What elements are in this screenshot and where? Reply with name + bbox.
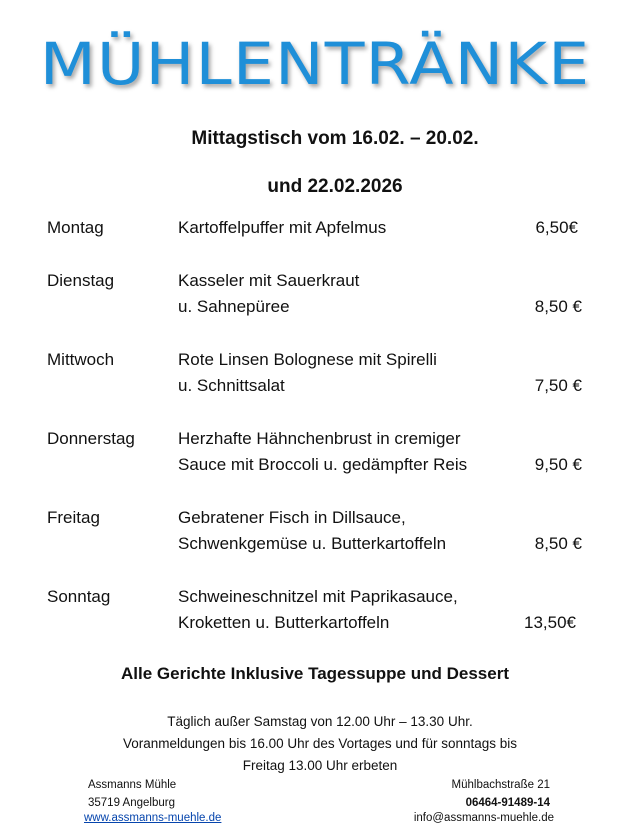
dish-line: u. Sahnepüree <box>178 297 290 316</box>
dish-description <box>178 268 518 320</box>
day-label: Dienstag <box>47 271 115 290</box>
dish-line: Kasseler mit Sauerkraut <box>178 271 360 290</box>
website-link[interactable]: www.assmanns-muehle.de <box>84 812 222 824</box>
dish-description <box>178 215 518 241</box>
email-address[interactable]: info@assmanns-muehle.de <box>413 812 554 824</box>
dish-line: Schwenkgemüse u. Butterkartoffeln <box>178 534 447 553</box>
dish-line: Kroketten u. Butterkartoffeln <box>178 613 390 632</box>
dish-description <box>178 505 518 557</box>
inclusive-note: Alle Gerichte Inklusive Tagessuppe und Dessert <box>121 664 509 683</box>
dish-line: Herzhafte Hähnchenbrust in cremiger <box>178 429 461 448</box>
dish-line: u. Schnittsalat <box>178 376 285 395</box>
price: 13,50€ <box>524 613 576 632</box>
phone-number: 06464-91489-14 <box>465 797 550 809</box>
day-label: Freitag <box>47 508 100 527</box>
reservation-deadline-line: Freitag 13.00 Uhr erbeten <box>242 758 398 773</box>
dish-line: Sauce mit Broccoli u. gedämpfter Reis <box>178 455 468 474</box>
day-label: Sonntag <box>47 587 111 606</box>
street-address: Mühlbachstraße 21 <box>451 779 550 791</box>
price: 8,50 € <box>534 297 582 316</box>
day-label: Donnerstag <box>47 429 135 448</box>
business-name: Assmanns Mühle <box>88 779 177 791</box>
day-label: Mittwoch <box>47 350 115 369</box>
dish-description <box>178 347 518 399</box>
price: 8,50 € <box>534 534 582 553</box>
dish-line: Rote Linsen Bolognese mit Spirelli <box>178 350 437 369</box>
dish-line: Gebratener Fisch in Dillsauce, <box>178 508 406 527</box>
price: 9,50 € <box>534 455 582 474</box>
price: 6,50€ <box>535 218 578 237</box>
dish-line: Schweineschnitzel mit Paprikasauce, <box>178 587 458 606</box>
dish-line: Kartoffelpuffer mit Apfelmus <box>178 218 387 237</box>
opening-hours-line: Täglich außer Samstag von 12.00 Uhr – 13.30 Uhr. <box>167 714 473 729</box>
day-label: Montag <box>47 218 104 237</box>
dish-description <box>178 584 518 636</box>
menu-date-heading: und 22.02.2026 <box>267 176 403 197</box>
menu-period-heading: Mittagstisch vom 16.02. – 20.02. <box>191 128 479 149</box>
postal-city: 35719 Angelburg <box>88 797 175 809</box>
dish-description <box>178 426 518 478</box>
page-title: MÜHLENTRÄNKE <box>39 30 591 98</box>
price: 7,50 € <box>534 376 582 395</box>
reservation-note-line: Voranmeldungen bis 16.00 Uhr des Vortages und für sonntags bis <box>122 736 517 751</box>
